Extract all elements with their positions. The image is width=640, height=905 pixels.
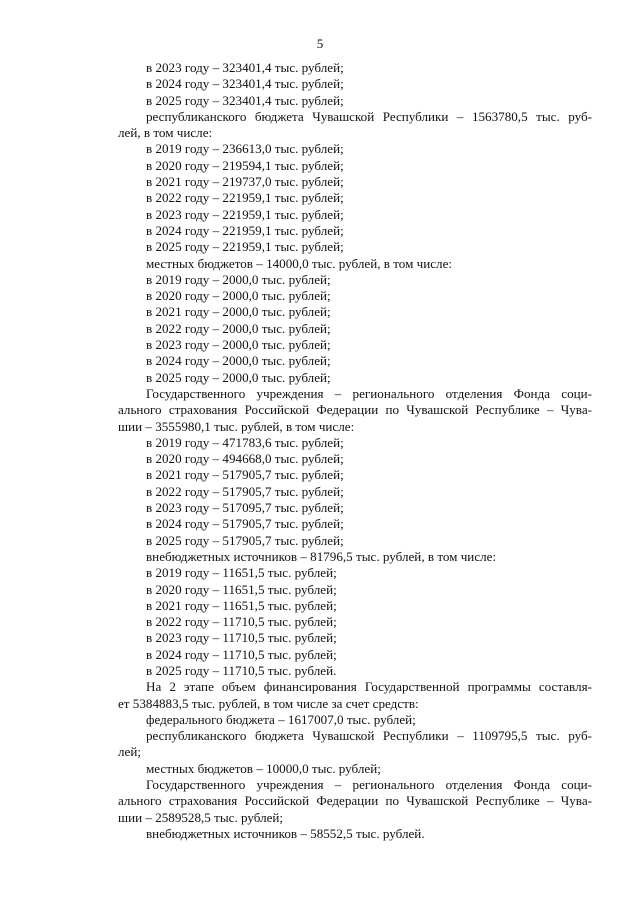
text-line: в 2025 году – 2000,0 тыс. рублей;	[146, 369, 331, 385]
text-line: в 2025 году – 517905,7 тыс. рублей;	[146, 532, 344, 548]
text-line: в 2023 году – 323401,4 тыс. рублей;	[146, 60, 344, 75]
text-line: республиканского бюджета Чувашской Республики – 1563780,5 тыс. руб-	[146, 108, 592, 124]
text-line: в 2020 году – 219594,1 тыс. рублей;	[146, 157, 344, 173]
text-line: в 2021 году – 517905,7 тыс. рублей;	[146, 467, 344, 483]
text-line: в 2022 году – 11710,5 тыс. рублей;	[146, 614, 337, 630]
text-line: в 2019 году – 236613,0 тыс. рублей;	[146, 141, 344, 157]
text-line: в 2023 году – 221959,1 тыс. рублей;	[146, 206, 344, 222]
text-line: в 2024 году – 323401,4 тыс. рублей;	[146, 76, 344, 92]
text-line: в 2019 году – 471783,6 тыс. рублей;	[146, 434, 344, 450]
page-number: 5	[316, 36, 324, 51]
text-line: Государственного учреждения – регионального отделения Фонда соци-	[146, 385, 592, 401]
text-line: местных бюджетов – 14000,0 тыс. рублей, в том числе:	[146, 255, 453, 271]
text-line: в 2024 году – 2000,0 тыс. рублей;	[146, 353, 331, 369]
text-line: республиканского бюджета Чувашской Республики – 1109795,5 тыс. руб-	[146, 728, 592, 744]
text-line: в 2025 году – 323401,4 тыс. рублей;	[146, 92, 344, 108]
text-line: в 2022 году – 221959,1 тыс. рублей;	[146, 190, 344, 206]
text-line: в 2019 году – 11651,5 тыс. рублей;	[146, 565, 337, 581]
text-line: в 2023 году – 517095,7 тыс. рублей;	[146, 500, 344, 516]
text-line: в 2024 году – 221959,1 тыс. рублей;	[146, 222, 344, 238]
text-line: в 2023 году – 2000,0 тыс. рублей;	[146, 337, 331, 353]
text-line: ального страхования Российской Федерации по Чувашской Республике – Чува-	[118, 793, 592, 809]
text-line: в 2025 году – 221959,1 тыс. рублей;	[146, 239, 344, 255]
text-line: ет 5384883,5 тыс. рублей, в том числе за счет средств:	[118, 695, 419, 711]
text-line: в 2023 году – 11710,5 тыс. рублей;	[146, 630, 337, 646]
text-line: шии – 2589528,5 тыс. рублей;	[118, 809, 284, 825]
text-line: На 2 этапе объем финансирования Государственной программы составля-	[146, 679, 592, 695]
text-line: в 2025 году – 11710,5 тыс. рублей.	[146, 662, 337, 678]
text-line: в 2020 году – 2000,0 тыс. рублей;	[146, 288, 331, 304]
text-line: в 2020 году – 494668,0 тыс. рублей;	[146, 451, 344, 467]
text-line: местных бюджетов – 10000,0 тыс. рублей;	[146, 760, 381, 776]
text-line: в 2021 году – 11651,5 тыс. рублей;	[146, 597, 337, 613]
text-line: в 2019 году – 2000,0 тыс. рублей;	[146, 271, 331, 287]
text-line: лей, в том числе:	[118, 125, 213, 141]
text-line: в 2020 году – 11651,5 тыс. рублей;	[146, 581, 337, 597]
text-line: внебюджетных источников – 58552,5 тыс. рублей.	[146, 825, 425, 841]
text-line: в 2024 году – 11710,5 тыс. рублей;	[146, 646, 337, 662]
text-line: внебюджетных источников – 81796,5 тыс. рублей, в том числе:	[146, 548, 497, 564]
text-line: в 2021 году – 2000,0 тыс. рублей;	[146, 304, 331, 320]
body-text	[118, 60, 592, 842]
text-line: в 2022 году – 2000,0 тыс. рублей;	[146, 320, 331, 336]
text-line: в 2022 году – 517905,7 тыс. рублей;	[146, 483, 344, 499]
text-line: в 2021 году – 219737,0 тыс. рублей;	[146, 174, 344, 190]
text-line: ального страхования Российской Федерации по Чувашской Республике – Чува-	[118, 402, 592, 418]
text-line: лей;	[118, 744, 141, 760]
text-line: федерального бюджета – 1617007,0 тыс. рублей;	[146, 711, 416, 727]
text-line: шии – 3555980,1 тыс. рублей, в том числе:	[118, 418, 355, 434]
text-line: в 2024 году – 517905,7 тыс. рублей;	[146, 516, 344, 532]
text-line: Государственного учреждения – регионального отделения Фонда соци-	[146, 777, 592, 793]
